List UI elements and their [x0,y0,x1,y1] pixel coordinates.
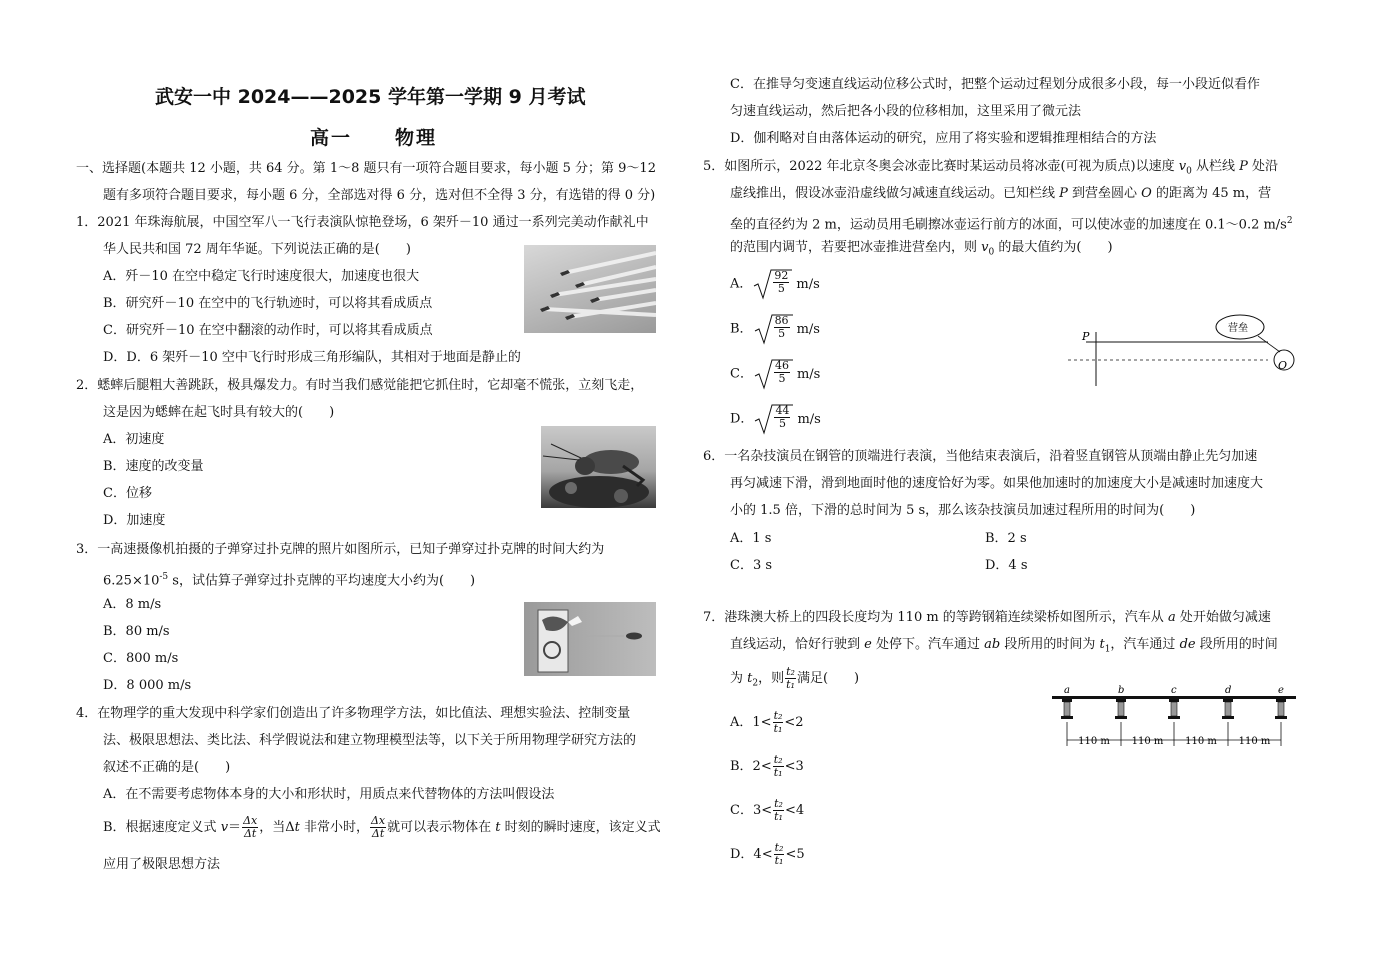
q2-option-c: C．位移 [103,486,152,501]
q4-fraction-1: $\frac{\Delta x}{\Delta t}$ [243,814,258,840]
q4-option-a: A．在不需要考虑物体本身的大小和形状时，用质点来代替物体的方法叫假设法 [103,787,555,802]
q4-fraction-2: $\frac{\Delta x}{\Delta t}$ [370,814,386,840]
span-length-label: 110 m [1078,736,1110,747]
q7-option-b: B．2< $\frac{\text{t₂}}{\text{t₁}}$ <3 [730,753,804,779]
span-length-label: 110 m [1238,736,1271,747]
q4-option-c-line1: C．在推导匀变速直线运动位移公式时，把整个运动过程划分成很多小段，每一小段近似看作 [730,77,1260,92]
q5-stem-2: 虚线推出，假设冰壶沿虚线做匀减速直线运动。已知栏线 P 到营垒圆心 O 的距离为 45 m，营 [730,186,1272,201]
pier [1118,702,1124,716]
q7-stem-3: 为 $t_2$，则 $\frac{\text{t₂}}{\text{t₁}}$ 满足( ) [730,665,860,691]
bridge-deck [1052,696,1296,699]
bridge-point-label: e [1278,685,1284,696]
curling-diagram [1068,310,1300,390]
bridge-point-label: b [1118,685,1125,696]
q6-stem-2: 再匀减速下滑，滑到地面时他的速度恰好为零。如果他加速时的加速度大小是减速时加速度大 [730,476,1264,491]
q4-option-d: D．伽利略对自由落体运动的研究，应用了将实验和逻辑推理相结合的方法 [730,131,1157,146]
q2-stem-2: 这是因为蟋蟀在起飞时具有较大的( ) [103,405,335,420]
bridge-point-label: c [1171,685,1177,696]
q7-stem-2: 直线运动，恰好行驶到 e 处停下。汽车通过 ab 段所用的时间为 $t_1$，汽车通过 de 段所用的时间 [730,637,1278,655]
q6-option-a: A．1 s [730,531,772,546]
q3-option-a: A．8 m/s [103,597,162,612]
q6-stem-3: 小的 1.5 倍，下滑的总时间为 5 s，那么该杂技演员加速过程所用的时间为( ) [730,503,1196,518]
pier-cap [1276,699,1286,702]
q7-option-a: A．1< $\frac{\text{t₂}}{\text{t₁}}$ <2 [730,709,804,735]
fig-point-p: P [1082,330,1090,343]
q6-stem-1: 6．一名杂技演员在钢管的顶端进行表演，当他结束表演后，沿着竖直钢管从顶端由静止先匀加速 [703,449,1258,464]
q1-option-a: A．歼－10 在空中稳定飞行时速度很大，加速度也很大 [103,269,420,284]
q3-option-d: D．8 000 m/s [103,678,192,693]
q7-option-c: C．3< $\frac{\text{t₂}}{\text{t₁}}$ <4 [730,797,805,823]
q4-option-b-line2: 应用了极限思想方法 [103,857,221,872]
q5-stem-3: 垒的直径约为 2 m，运动员用毛刷擦冰壶运行前方的冰面，可以使冰壶的加速度在 0.1～0.2 $m/s^2$ [730,216,1293,233]
subject-label: 物理 [395,127,438,149]
section-instruction-2: 题有多项符合题目要求，每小题 6 分，全部选对得 6 分，选对但不全得 3 分，有选错的得 0 分) [103,188,656,203]
q2-option-d: D．加速度 [103,513,166,528]
q3-option-c: C．800 m/s [103,651,179,666]
pier-cap [1116,699,1126,702]
q2-option-b: B．速度的改变量 [103,459,204,474]
q5-option-a: A． $\frac{92}{5}$ m/s [730,268,820,301]
pier-base [1115,716,1127,719]
pier [1064,702,1070,716]
q7-stem-1: 7．港珠澳大桥上的四段长度均为 110 m 的等跨钢箱连续梁桥如图所示，汽车从 a 处开始做匀减速 [703,610,1271,625]
q6-option-b: B．2 s [985,531,1027,546]
q5-option-d: D． $\frac{44}{5}$ m/s [730,403,821,436]
pier-base [1275,716,1287,719]
q1-option-d: D．D．6 架歼－10 空中飞行时形成三角形编队，其相对于地面是静止的 [103,350,521,365]
fig-label-yinglei: 营垒 [1228,323,1248,334]
q2-option-a: A．初速度 [103,432,165,447]
section-instruction-1: 一、选择题(本题共 12 小题，共 64 分。第 1～8 题只有一项符合题目要求，每小题 5 分；第 9～12 [76,161,656,176]
pier-base [1168,716,1180,719]
bullet-card-photo [524,602,656,676]
q5-stem-1: 5．如图所示，2022 年北京冬奥会冰壶比赛时某运动员将冰壶(可视为质点)以速度 $v_0$ 从栏线 P 处沿 [703,159,1279,177]
pier-base [1061,716,1073,719]
q3-stem-2: $6.25\times 10^{-5}$ s，试估算子弹穿过扑克牌的平均速度大小约为( ) [103,572,476,589]
pier-base [1222,716,1234,719]
bridge-point-label: d [1225,685,1232,696]
fig-point-o: O [1278,359,1288,372]
bridge-point-label: a [1064,685,1070,696]
grade-label: 高一 [310,127,353,149]
pier-cap [1223,699,1233,702]
q4-stem-1: 4．在物理学的重大发现中科学家们创造出了许多物理学方法，如比值法、理想实验法、控制变量 [76,706,631,721]
q1-stem-1: 1．2021 年珠海航展，中国空军八一飞行表演队惊艳登场，6 架歼－10 通过一系列完美动作献礼中 [76,215,649,230]
q4-option-b-line1: B．根据速度定义式 v＝ $\frac{\Delta x}{\Delta t}$ ，当Δt 非常小时， $\frac{\Delta x}{\Delta t}$ 就可以表示物体在 t 时刻的瞬时速度，该定义式 [103,814,661,840]
q7-stem-fraction: $\frac{\text{t₂}}{\text{t₁}}$ [786,665,795,691]
pier [1278,702,1284,716]
q4-stem-3: 叙述不正确的是( ) [103,760,231,775]
q4-stem-2: 法、极限思想法、类比法、科学假说法和建立物理模型法等，以下关于所用物理学研究方法的 [103,733,637,748]
span-length-label: 110 m [1131,736,1164,747]
q2-stem-1: 2．蟋蟀后腿粗大善跳跃，极具爆发力。有时当我们感觉能把它抓住时，它却毫不慌张，立刻飞走， [76,378,644,393]
q1-option-b: B．研究歼－10 在空中的飞行轨迹时，可以将其看成质点 [103,296,433,311]
bridge-diagram [1050,682,1300,752]
q1-option-c: C．研究歼－10 在空中翻滚的动作时，可以将其看成质点 [103,323,433,338]
q6-option-d: D．4 s [985,558,1028,573]
pier-cap [1062,699,1072,702]
q5-option-b: B． $\frac{86}{5}$ m/s [730,313,820,346]
cricket-photo [541,426,656,508]
q7-option-d: D．4< $\frac{\text{t₂}}{\text{t₁}}$ <5 [730,841,805,867]
q4-option-c-line2: 匀速直线运动，然后把各小段的位移相加，这里采用了微元法 [730,104,1082,119]
q5-stem-4: 的范围内调节，若要把冰壶推进营垒内，则 $v_0$ 的最大值约为( ) [730,240,1113,258]
span-length-label: 110 m [1185,736,1217,747]
exam-title: 武安一中 2024——2025 学年第一学期 9 月考试 [155,86,586,108]
pier-cap [1169,699,1179,702]
q3-option-b: B．80 m/s [103,624,170,639]
q1-stem-2: 华人民共和国 72 周年华诞。下列说法正确的是( ) [103,242,411,257]
q6-option-c: C．3 s [730,558,773,573]
q5-option-c: C． $\frac{46}{5}$ m/s [730,358,820,391]
pier [1171,702,1177,716]
pier [1225,702,1231,716]
jets-photo [524,245,656,333]
q3-stem-1: 3．一高速摄像机拍摄的子弹穿过扑克牌的照片如图所示，已知子弹穿过扑克牌的时间大约为 [76,542,605,557]
